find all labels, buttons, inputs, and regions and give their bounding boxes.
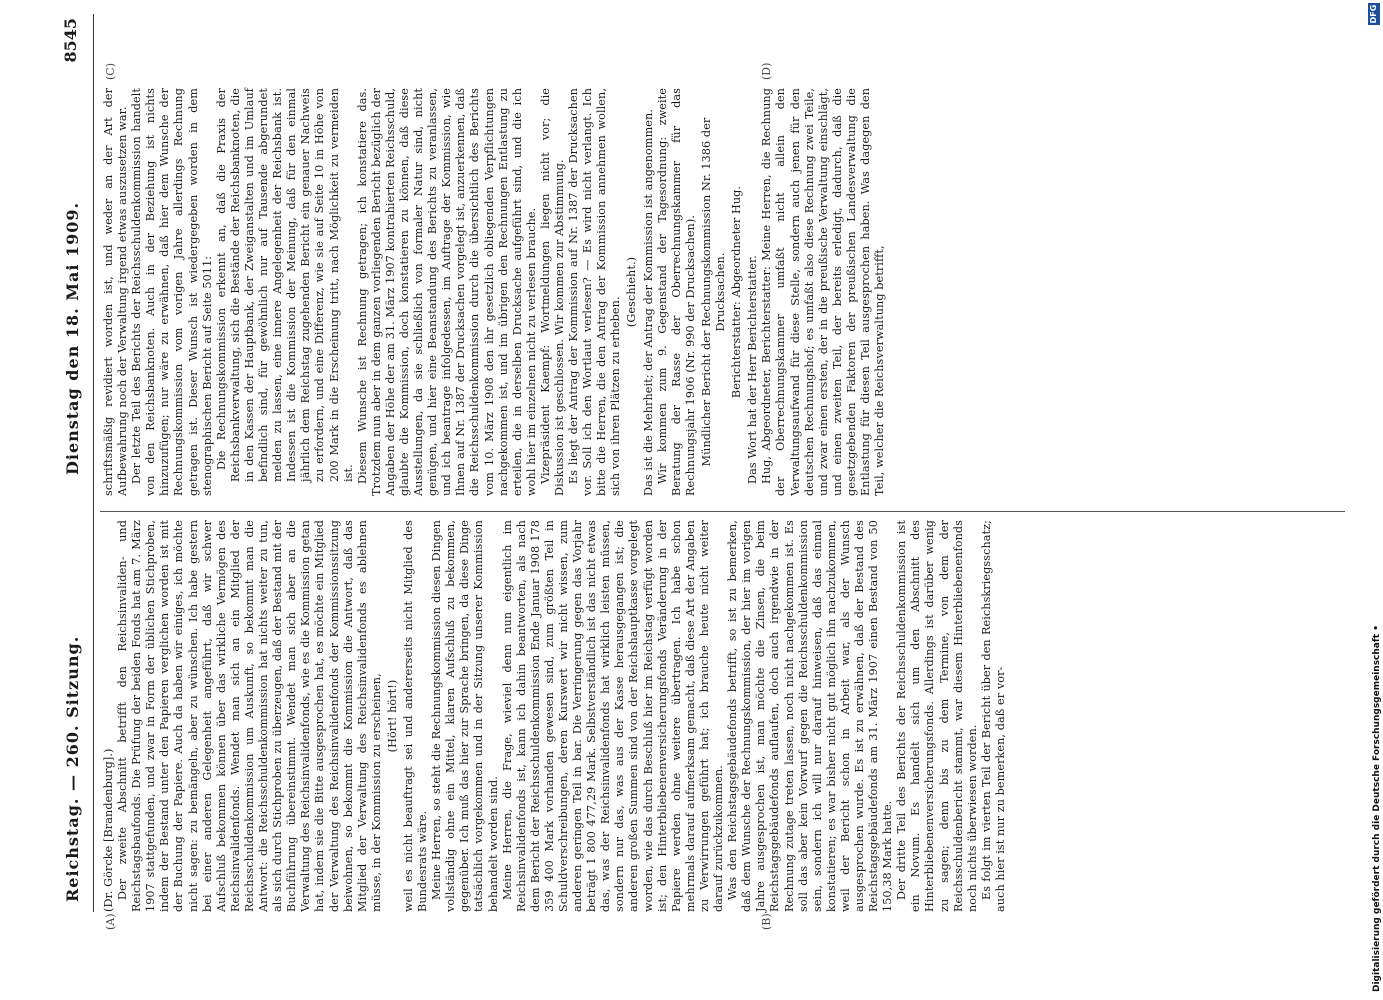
header-left: Reichstag. — 260. Sitzung. [63,635,82,902]
rapporteur-line: Berichterstatter: Abgeordneter Hug. [730,185,744,399]
margin-marker-d: (D) [760,62,773,80]
paragraph: Meine Herren, so steht die Rechnungskommission diesen Dingen vollständig ohne ein Mittel, klaren Aufschluß zu bekommen, gegenüber. Ich muß das hier zur Sprache bringen, da diese Dinge tatsächlich vorgekommen und in der Sitzung unserer Kommission behandelt worden sind. [430,520,500,912]
paragraph: Vizepräsident Kaempf: Wortmeldungen liegen nicht vor; die Diskussion ist geschlossen. Wir kommen zur Abstimmung. [538,88,566,496]
page-number: 8545 [61,18,80,63]
dfg-logo: DFG [1369,4,1378,24]
agenda-item: Wir kommen zum 9. Gegenstand der Tagesordnung: zweite Beratung der Rasse der Oberrechnungskammer für das Rechnungsjahr 1906 (Nr. 990 der Drucksachen). [655,88,697,496]
margin-marker-c: (C) [104,63,117,80]
paragraph: Es liegt der Antrag der Kommission auf Nr. 1387 der Drucksachen vor. Soll ich den Wortlaut verlesen? — Es wird nicht verlangt. Ich bitte die Herren, die den Antrag der Kommission annehmen wollen, sich von ihren Plätzen zu erheben. [567,88,623,496]
header-rule [93,14,94,912]
paragraph: weil es nicht beauftragt sei und andererseits nicht Mitglied des Bundesrats wäre. [401,520,430,912]
left-column [102,520,1008,912]
paragraph: Diesem Wunsche ist Rechnung getragen; ich konstatiere das. Trotzdem nun aber in dem ganzen vorliegenden Bericht bezüglich der Angaben der Höhe der am 31. März 1907 kontrahierten Reichsschuld, glaubte die Kommission, doch konstatieren zu können, daß diese Ausstellungen, da sie schließlich von formaler Natur sind, nicht genügen, und hier eine Beanstandung des Berichts zu veranlassen, und ich beantrage infolgedessen, im Auftrage der Kommission, wie Ihnen auf Nr. 1387 der Drucksachen vorgelegt ist, anzuerkennen, daß die Reichsschuldenkommission durch die übersichtlich des Berichts vom 10. März 1908 den ihr gesetzlich obliegenden Verpflichtungen nachgekommen ist, und im übrigen den Rechnungen Entlastung zu erteilen, die in derselben Drucksache aufgeführt sind, und die ich wohl hier im einzelnen nicht zu verlesen brauche. [355,88,538,496]
margin-marker-a: (A) [104,913,117,930]
report-note: Mündlicher Bericht der Rechnungskommission Nr. 1386 der Drucksachen. [699,117,728,467]
paragraph: Was den Reichstagsgebäudefonds betrifft, so ist zu bemerken, daß dem Wunsche der Rechnungskommission, der hier im vorigen Jahre ausgesprochen ist, man möchte die Zinsen, die beim Reichstagsgebäudefonds auflaufen, doch auch irgendwie in der Rechnung zutage treten lassen, noch nicht nachgekommen ist. Es soll das aber kein Vorwurf gegen die Reichsschuldenkommission sein, sondern ich will nur darauf hinweisen, daß das einmal konstatieren; es war bisher nicht gut möglich ihn nachzukommen, weil der Bericht schon in Arbeit war, als der Wunsch ausgesprochen wurde. Es ist zu erwähnen, daß der Bestand des Reichstagsgebäudefonds am 31. März 1907 einen Bestand von 50 150,38 Mark hatte. [726,520,895,912]
paragraph: Es folgt im vierten Teil der Bericht über den Reichskriegsschatz; auch hier ist nur zu bemerken, daß er vor- [979,520,1007,912]
paragraph: schriftsmäßig revidiert worden ist, und weder an der Art der Aufbewahrung noch der Verwaltung irgend etwas auszusetzen war. [102,88,130,496]
paragraph: Das ist die Mehrheit; der Antrag der Kommission ist angenommen. [641,109,655,496]
paragraph: Der letzte Teil des Berichts der Reichsschuldenkommission handelt von den Reichsbanknoten. Auch in der Beziehung ist nichts hinzuzufügen; nur wäre zu erwähnen, daß hier dem Wunsche der Rechnungskommission vom vorigen Jahre allerdings Rechnung getragen ist. Dieser Wunsch ist wiedergegeben worden in dem stenographischen Bericht auf Seite 5011: [130,88,214,496]
digitization-credit: Digitalisierung gefördert durch die Deutsche Forschungsgemeinschaft • [1372,625,1382,992]
paragraph: Das Wort hat der Herr Berichterstatter. [746,255,760,484]
column-divider [100,511,1345,512]
running-head [55,0,91,1000]
paragraph: Der zweite Abschnitt betrifft den Reichsinvaliden- und Reichstagsbaufonds. Die Prüfung der beiden Fonds hat am 7. März 1907 stattgefunden, und zwar in Form der üblichen Stichproben, indem der Bestand unter den Papieren verglichen worden ist mit der Buchung der Papiere. Auch da haben wir einiges, ich möchte nicht sagen: zu bemängeln, aber zu wünschen. Ich habe gestern bei einer anderen Gelegenheit angeführt, daß wir schwer Aufschluß bekommen können über das wirkliche Vermögen des Reichsinvalidenfonds. Wendet man sich an ein Mitglied der Reichsschuldenkommission um Auskunft, so bekommt man die Antwort: die Reichsschuldenkommission hat nichts weiter zu tun, als sich durch Stichproben zu überzeugen, daß der Bestand mit der Buchführung übereinstimmt. Wendet man sich aber an die Verwaltung des Reichsinvalidenfonds, wie es die Kommission getan hat, indem sie die Bitte ausgesprochen hat, es möchte ein Mitglied der Verwaltung des Reichsinvalidenfonds der Kommissionssitzung beiwohnen, so bekommt die Kommission die Antwort, daß das Mitglied der Verwaltung des Reichsinvalidenfonds es ablehnen müsse, in der Kommission zu erscheinen, [116,520,383,912]
right-column [102,88,887,496]
speaker-line: (Dr. Görcke [Brandenburg].) [102,748,115,912]
quoted-block: Die Rechnungskommission erkennt an, daß die Praxis der Reichsbankverwaltung, sich die Bestände der Reichsbanknoten, die in den Kassen der Hauptbank, der Zweiganstalten und im Umlauf befindlich sind, für gewöhnlich nur auf Tausende abgerundet melden zu lassen, eine innere Angelegenheit der Reichsbank ist. Indessen ist die Kommission der Meinung, daß für den einmal jährlich dem Reichstag zugehenden Bericht ein genauer Nachweis zu erfordern, und eine Differenz, wie sie auf Seite 10 in Höhe von 200 Mark in die Erscheinung tritt, nach Möglichkeit zu vermeiden ist. [214,88,355,482]
paragraph: Der dritte Teil des Berichts der Reichsschuldenkommission ist ein Novum. Es handelt sich um den Abschnitt des Hinterbliebenenversicherungsfonds. Allerdings ist darüber wenig zu sagen; denn bis zu dem Termine, von dem der Reichsschuldenbericht stammt, war diesem Hinterbliebenenfonds noch nichts überwiesen worden. [895,520,979,912]
margin-marker-b: (B) [760,913,773,930]
paragraph: Meine Herren, die Frage, wieviel denn nun eigentlich im Reichsinvalidenfonds ist, kann ich dahin beantworten, als nach dem Bericht der Reichsschuldenkommission Ende Januar 1908 178 359 400 Mark vorhanden gewesen sind, zum größten Teil in Schuldverschreibungen, deren Kurswert wir nicht wissen, zum anderen geringen Teil in bar. Die Verringerung gegen das Vorjahr beträgt 1 800 477,29 Mark. Selbstverständlich ist das nicht etwas das, was der Reichsinvalidenfonds hat wirklich leisten müssen, sondern nur das, was aus der Kasse herausgegangen ist; die anderen großen Summen sind von der Reichshauptkasse vorgelegt worden, wie das durch Beschluß hier im Reichstag verfügt worden ist; den Hinterbliebenenversicherungsfonds Veränderung in der Papiere werden ohne weitere übertragen. Ich habe schon mehrmals darauf aufmerksam gemacht, daß diese Art der Angaben zu Verwirrungen geführt hat; ich brauche heute nicht weiter darauf zurückzukommen. [500,520,726,912]
interjection: (Hört! hört!) [385,679,399,753]
header-right: Dienstag den 18. Mai 1909. [63,201,82,475]
paragraph: Hug, Abgeordneter, Berichterstatter: Meine Herren, die Rechnung der Oberrechnungskammer umfaßt nicht allein den Verwaltungsaufwand für diese Stelle, sondern auch jenen für den deutschen Rechnungshof; es umfaßt also diese Rechnung zwei Teile, und zwar einen ersten, der in die preußische Verwaltung einschlägt, und einen zweiten Teil, der bereits erledigt, dadurch, daß die gesetzgebenden Faktoren der preußischen Landesverwaltung die Entlastung für diesen Teil ausgesprochen haben. Was dagegen den Teil, welcher die Reichsverwaltung betrifft, [760,88,887,496]
interjection: (Geschieht.) [625,256,639,328]
